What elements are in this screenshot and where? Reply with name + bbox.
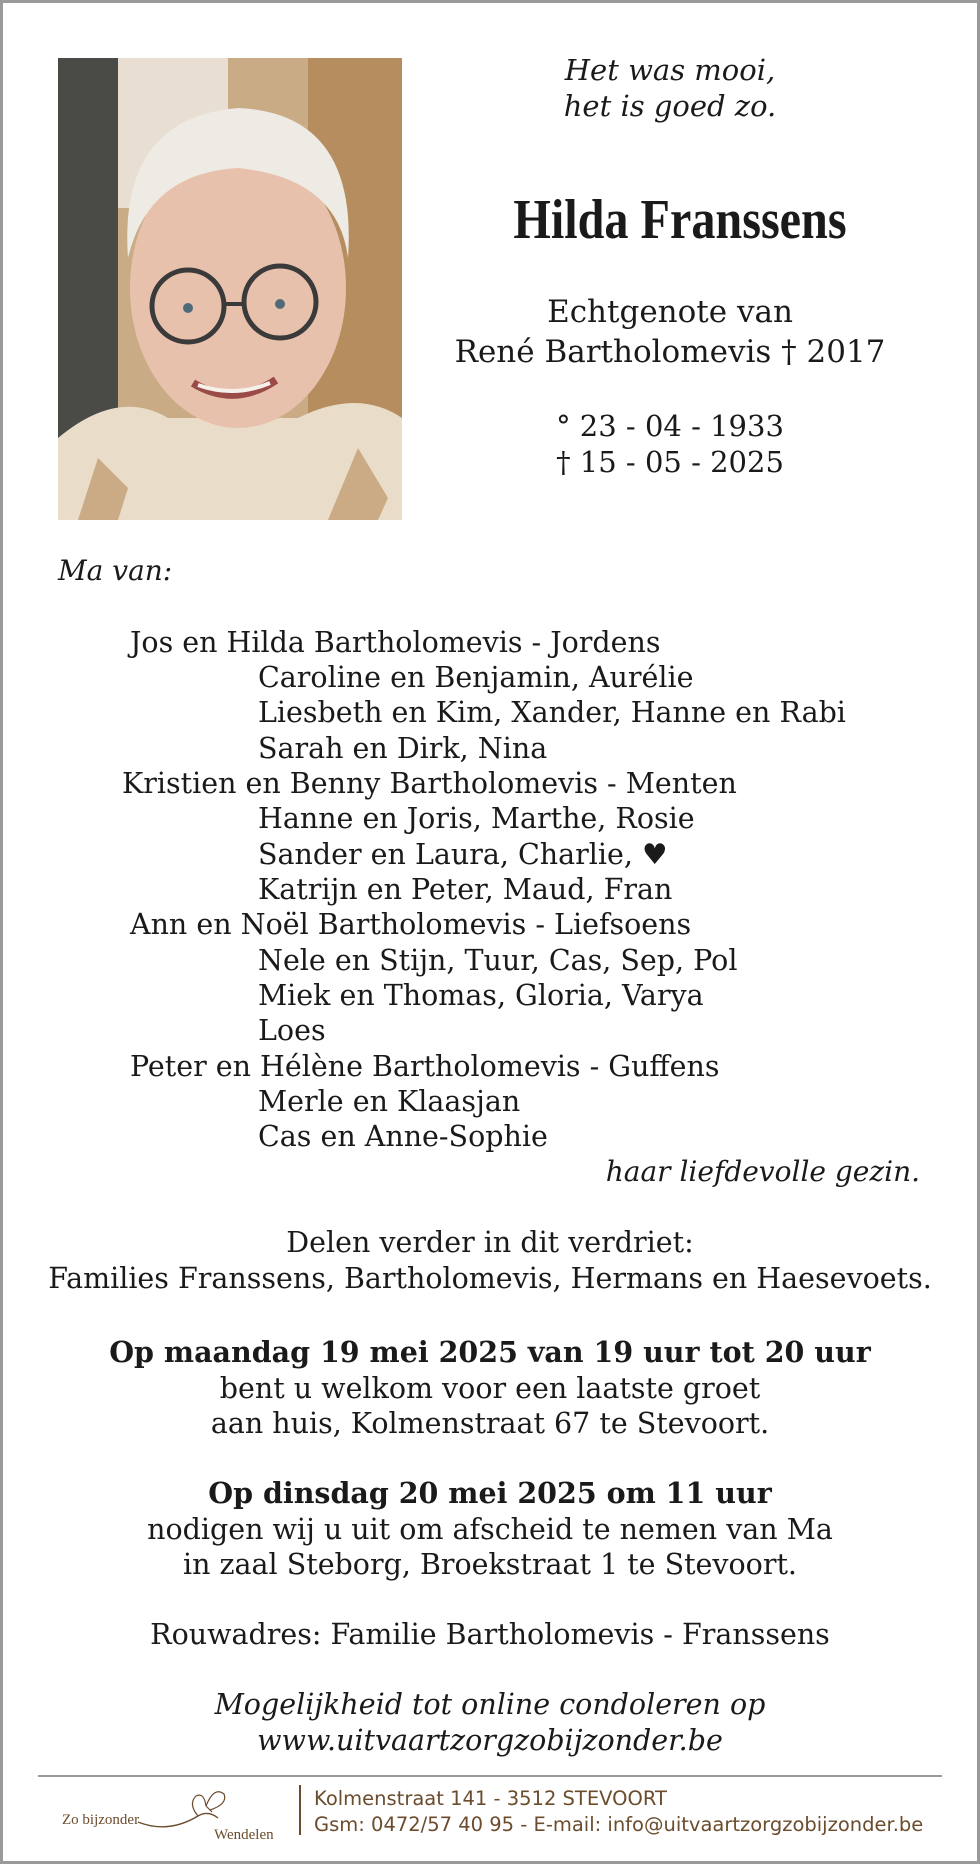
- visitation-block: [40, 1335, 940, 1442]
- sharing-block: [40, 1225, 940, 1296]
- sharing-line-2: Families Franssens, Bartholomevis, Hermans en Haesevoets.: [48, 1261, 932, 1295]
- portrait-photo: [58, 58, 402, 520]
- family-line: Kristien en Benny Bartholomevis - Menten: [122, 767, 737, 800]
- condolence-line: Mogelijkheid tot online condoleren op: [214, 1688, 766, 1721]
- logo-text-right: Wendelen: [214, 1827, 274, 1843]
- footer-separator: [299, 1785, 301, 1835]
- funeral-block: [40, 1476, 940, 1583]
- family-line: Hanne en Joris, Marthe, Rosie: [258, 802, 695, 835]
- family-line: Nele en Stijn, Tuur, Cas, Sep, Pol: [258, 944, 738, 977]
- family-line: Merle en Klaasjan: [258, 1085, 521, 1118]
- family-line: Jos en Hilda Bartholomevis - Jordens: [130, 626, 661, 659]
- condolence-block: [40, 1687, 940, 1758]
- family-line: Sander en Laura, Charlie, ♥: [258, 838, 668, 871]
- visitation-heading: Op maandag 19 mei 2025 van 19 uur tot 20 uur: [109, 1335, 871, 1369]
- funeral-line-2: in zaal Steborg, Broekstraat 1 te Stevoort.: [183, 1548, 797, 1581]
- family-line: Ann en Noël Bartholomevis - Liefsoens: [130, 908, 692, 941]
- motto-line-1: Het was mooi,: [564, 53, 776, 87]
- family-line: Katrijn en Peter, Maud, Fran: [258, 873, 673, 906]
- family-line: Loes: [258, 1014, 326, 1047]
- visitation-line-1: bent u welkom voor een laatste groet: [219, 1371, 761, 1405]
- life-dates: [520, 408, 820, 480]
- spouse-line-1: Echtgenote van: [547, 294, 793, 330]
- visitation-line-2: aan huis, Kolmenstraat 67 te Stevoort.: [210, 1407, 770, 1440]
- spouse-info: [420, 292, 920, 372]
- family-line: Peter en Hélène Bartholomevis - Guffens: [130, 1050, 720, 1083]
- motto: [470, 52, 870, 124]
- footer-divider: [38, 1775, 942, 1777]
- footer-address: Kolmenstraat 141 - 3512 STEVOORT: [314, 1787, 667, 1810]
- family-line: Caroline en Benjamin, Aurélie: [258, 661, 694, 694]
- footer-contact[interactable]: Gsm: 0472/57 40 95 - E-mail: info@uitvaartzorgzobijzonder.be: [314, 1813, 924, 1836]
- family-line: Liesbeth en Kim, Xander, Hanne en Rabi: [258, 696, 846, 729]
- sharing-line-1: Delen verder in dit verdriet:: [286, 1226, 694, 1259]
- family-intro: Ma van:: [58, 554, 173, 587]
- mourning-address: Rouwadres: Familie Bartholomevis - Franssens: [150, 1618, 830, 1651]
- logo-text-left: Zo bijzonder: [62, 1812, 140, 1828]
- family-line: Miek en Thomas, Gloria, Varya: [258, 979, 704, 1012]
- motto-line-2: het is goed zo.: [563, 89, 777, 123]
- deceased-name: Hilda Franssens: [513, 189, 847, 251]
- funeral-heading: Op dinsdag 20 mei 2025 om 11 uur: [208, 1476, 772, 1510]
- family-line: Cas en Anne-Sophie: [258, 1120, 548, 1153]
- death-date: † 15 - 05 - 2025: [556, 445, 784, 479]
- spouse-line-2: René Bartholomevis † 2017: [454, 334, 886, 370]
- condolence-url[interactable]: www.uitvaartzorgzobijzonder.be: [257, 1723, 723, 1757]
- family-line: Sarah en Dirk, Nina: [258, 732, 548, 765]
- funeral-line-1: nodigen wij u uit om afscheid te nemen van Ma: [147, 1512, 833, 1546]
- family-closing: haar liefdevolle gezin.: [605, 1155, 920, 1188]
- birth-date: ° 23 - 04 - 1933: [556, 409, 784, 443]
